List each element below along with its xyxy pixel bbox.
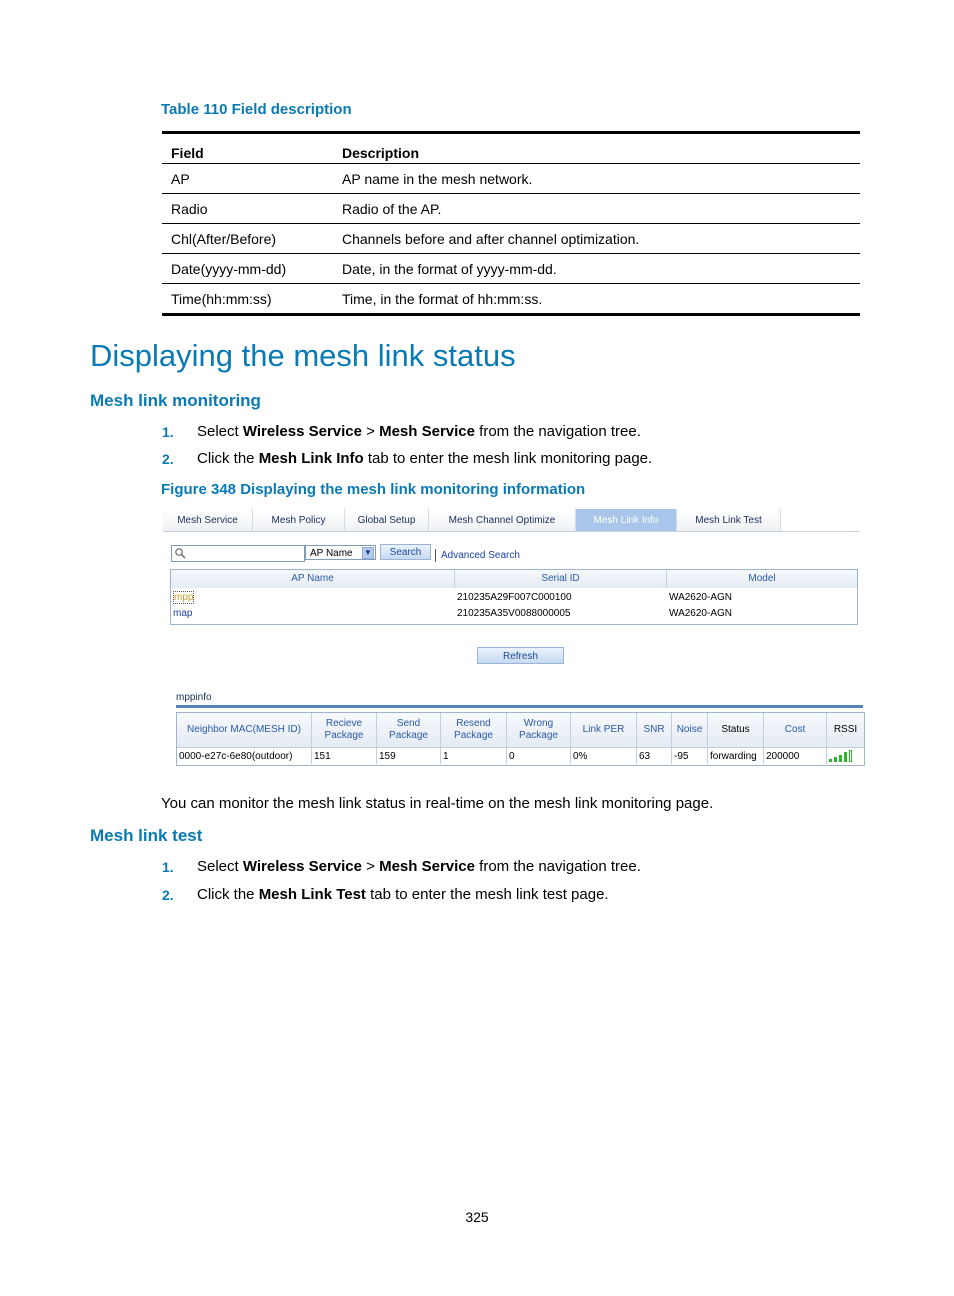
tab-mesh-channel-optimize[interactable]: Mesh Channel Optimize [429, 509, 576, 531]
col-header-neighbor-mac[interactable]: Neighbor MAC(MESH ID) [177, 713, 312, 747]
col-header-status: Status [708, 713, 764, 747]
description-cell: Channels before and after channel optimization. [333, 224, 860, 254]
snr-cell: 63 [637, 747, 672, 764]
col-header-description: Description [333, 133, 860, 164]
col-header-rssi: RSSI [827, 713, 864, 747]
table-caption: Table 110 Field description [161, 101, 352, 118]
signal-bar [849, 750, 852, 762]
table-row [162, 254, 860, 284]
col-header-wrong[interactable]: Wrong Package [507, 713, 571, 747]
step-number: 2. [162, 451, 174, 467]
field-cell: AP [162, 164, 333, 194]
col-header-link-per[interactable]: Link PER [571, 713, 637, 747]
description-cell: Date, in the format of yyyy-mm-dd. [333, 254, 860, 284]
link-per-cell: 0% [571, 747, 637, 764]
signal-bar [834, 757, 837, 762]
table-row [162, 164, 860, 194]
ap-table [170, 569, 858, 625]
divider [435, 549, 436, 562]
step-text: Click the Mesh Link Test tab to enter the mesh link test page. [197, 886, 609, 903]
col-header-model[interactable]: Model [667, 570, 857, 588]
table-row [162, 284, 860, 315]
step-text: Click the Mesh Link Info tab to enter the mesh link monitoring page. [197, 450, 653, 467]
search-input[interactable] [171, 545, 305, 562]
description-cell: AP name in the mesh network. [333, 164, 860, 194]
col-header-send[interactable]: Send Package [377, 713, 441, 747]
signal-strength-icon [829, 748, 861, 765]
subsection-title-monitoring: Mesh link monitoring [90, 391, 261, 410]
receive-cell: 151 [312, 747, 377, 764]
tab-bar [163, 509, 859, 532]
tab-mesh-link-test[interactable]: Mesh Link Test [677, 509, 781, 531]
page-number: 325 [465, 1209, 489, 1225]
serial-id-cell: 210235A35V0088000005 [457, 608, 571, 619]
col-header-cost[interactable]: Cost [764, 713, 827, 747]
monitor-paragraph: You can monitor the mesh link status in real-time on the mesh link monitoring page. [161, 795, 714, 812]
cost-cell: 200000 [764, 747, 827, 764]
rssi-cell [827, 747, 864, 764]
signal-bar [839, 755, 842, 762]
description-cell: Time, in the format of hh:mm:ss. [333, 284, 860, 315]
description-cell: Radio of the AP. [333, 194, 860, 224]
col-header-resend[interactable]: Resend Package [441, 713, 507, 747]
signal-bar [829, 759, 832, 762]
ap-name-link[interactable]: mpp [174, 592, 194, 603]
mesh-link-info-screenshot [163, 509, 863, 767]
neighbor-mac-cell: 0000-e27c-6e80(outdoor) [177, 747, 312, 764]
step-number: 1. [162, 859, 174, 875]
step-text: Select Wireless Service > Mesh Service from the navigation tree. [197, 423, 641, 440]
table-row [162, 194, 860, 224]
send-cell: 159 [377, 747, 441, 764]
field-cell: Chl(After/Before) [162, 224, 333, 254]
section-title: Displaying the mesh link status [90, 338, 516, 373]
step-number: 1. [162, 424, 174, 440]
advanced-search-link[interactable]: Advanced Search [441, 550, 520, 561]
noise-cell: -95 [672, 747, 708, 764]
tab-mesh-policy[interactable]: Mesh Policy [253, 509, 345, 531]
link-table [176, 712, 865, 766]
resend-cell: 1 [441, 747, 507, 764]
refresh-button[interactable]: Refresh [477, 647, 564, 664]
col-header-field: Field [162, 133, 333, 164]
search-field-select[interactable]: AP Name ▼ [305, 545, 376, 560]
figure-caption: Figure 348 Displaying the mesh link monitoring information [161, 481, 586, 498]
tab-mesh-link-info[interactable]: Mesh Link Info [576, 509, 677, 531]
tab-global-setup[interactable]: Global Setup [345, 509, 429, 531]
model-cell: WA2620-AGN [669, 608, 732, 619]
serial-id-cell: 210235A29F007C000100 [457, 592, 572, 603]
status-cell: forwarding [708, 747, 764, 764]
ap-name-link[interactable]: map [173, 608, 193, 619]
chevron-down-icon: ▼ [362, 547, 374, 559]
step-number: 2. [162, 887, 174, 903]
field-description-table [162, 131, 860, 316]
search-button[interactable]: Search [380, 544, 431, 560]
col-header-ap-name[interactable]: AP Name [171, 570, 455, 588]
field-cell: Time(hh:mm:ss) [162, 284, 333, 315]
signal-bar [844, 752, 847, 762]
col-header-receive[interactable]: Recieve Package [312, 713, 377, 747]
subsection-title-test: Mesh link test [90, 826, 203, 845]
tab-mppinfo[interactable]: mppinfo [176, 692, 212, 703]
field-cell: Radio [162, 194, 333, 224]
search-icon [174, 547, 186, 559]
step-text: Select Wireless Service > Mesh Service from the navigation tree. [197, 858, 641, 875]
table-row [162, 224, 860, 254]
col-header-noise[interactable]: Noise [672, 713, 708, 747]
model-cell: WA2620-AGN [669, 592, 732, 603]
tab-underline [176, 705, 863, 708]
tab-mesh-service[interactable]: Mesh Service [163, 509, 253, 531]
col-header-snr[interactable]: SNR [637, 713, 672, 747]
wrong-cell: 0 [507, 747, 571, 764]
col-header-serial-id[interactable]: Serial ID [455, 570, 667, 588]
field-cell: Date(yyyy-mm-dd) [162, 254, 333, 284]
